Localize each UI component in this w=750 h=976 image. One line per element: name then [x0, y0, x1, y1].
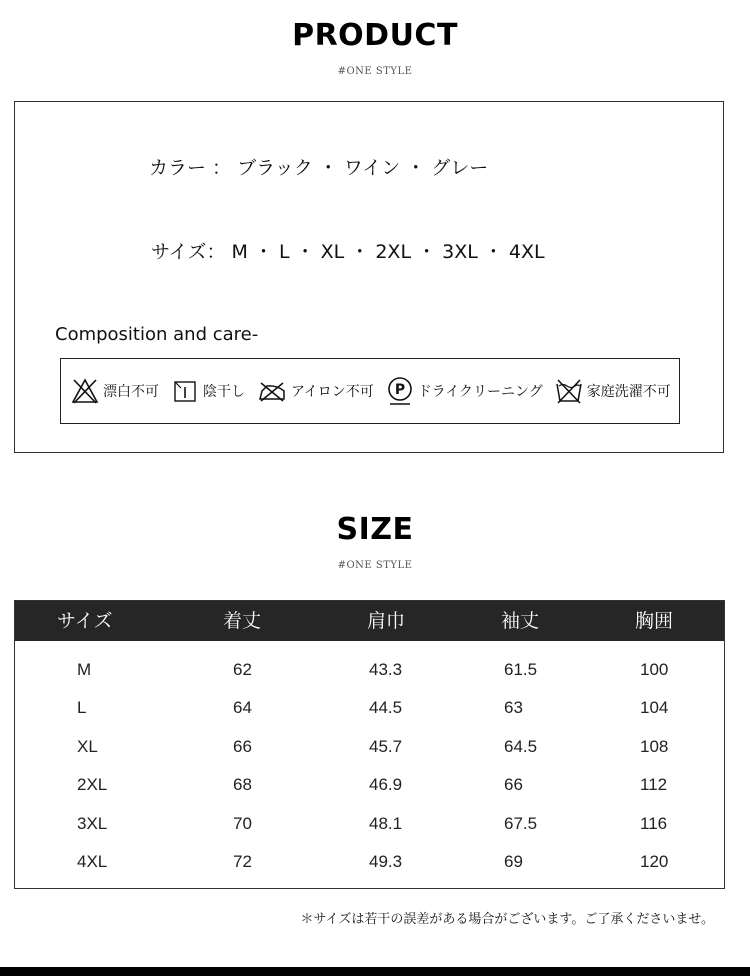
cell-shoulder: 45.7 [369, 737, 403, 756]
cell-chest: 116 [640, 814, 668, 833]
dry-clean-p-icon [386, 376, 414, 406]
cell-size: 2XL [77, 775, 108, 794]
size-line: サイズ： M ・ L ・ XL ・ 2XL ・ 3XL ・ 4XL [151, 241, 545, 263]
cell-sleeve: 66 [504, 775, 523, 794]
care-item-no-wash [555, 377, 671, 405]
care-label: 陰干し [203, 384, 245, 400]
cell-sleeve: 61.5 [504, 660, 538, 679]
size-table [14, 600, 725, 889]
table-row [15, 766, 724, 804]
table-row [15, 689, 724, 727]
care-symbols-box [60, 358, 680, 424]
care-item-no-iron [257, 377, 374, 405]
care-label: 漂白不可 [103, 384, 159, 400]
cell-chest: 100 [640, 660, 669, 679]
cell-length: 70 [233, 814, 252, 833]
care-item-shade-dry [171, 377, 245, 405]
composition-title: Composition and care- [55, 324, 259, 345]
header-shoulder: 肩巾 [367, 610, 406, 632]
table-row [15, 805, 724, 843]
header-chest: 胸囲 [635, 610, 674, 632]
color-line: カラー ： ブラック ・ ワイン ・ グレー [149, 157, 489, 179]
cell-chest: 104 [640, 698, 669, 717]
cell-shoulder: 48.1 [369, 814, 403, 833]
care-item-dry-clean [386, 376, 543, 406]
shade-dry-icon [171, 377, 199, 405]
cell-size: 4XL [77, 852, 108, 871]
bottom-bar [0, 967, 750, 976]
care-label: 家庭洗濯不可 [586, 384, 671, 400]
cell-shoulder: 49.3 [369, 852, 403, 871]
svg-text:P: P [394, 382, 405, 398]
cell-shoulder: 46.9 [369, 775, 403, 794]
cell-length: 72 [233, 852, 252, 871]
product-subtitle: #ONE STYLE [337, 66, 413, 77]
product-title: PRODUCT [292, 18, 458, 53]
header-sleeve: 袖丈 [501, 610, 540, 632]
cell-length: 62 [233, 660, 252, 679]
cell-sleeve: 64.5 [504, 737, 538, 756]
no-wash-icon [555, 377, 583, 405]
care-item-no-bleach [71, 377, 159, 405]
cell-length: 64 [233, 698, 252, 717]
cell-chest: 120 [640, 852, 669, 871]
cell-shoulder: 43.3 [369, 660, 403, 679]
size-subtitle: #ONE STYLE [337, 560, 413, 571]
care-label: ドライクリーニング [417, 384, 543, 400]
cell-chest: 108 [640, 737, 669, 756]
no-iron-icon [257, 377, 287, 405]
cell-shoulder: 44.5 [369, 698, 403, 717]
no-bleach-icon [71, 377, 99, 405]
size-note: ＊サイズは若干の誤差がある場合がございます。ご了承くださいませ。 [300, 912, 714, 927]
size-title: SIZE [336, 512, 414, 547]
product-info-box [14, 101, 724, 453]
table-row [15, 651, 724, 689]
care-label: アイロン不可 [291, 384, 374, 400]
cell-sleeve: 69 [504, 852, 523, 871]
cell-size: L [77, 698, 87, 717]
table-header [15, 601, 724, 641]
cell-chest: 112 [640, 775, 668, 794]
header-length: 着丈 [223, 610, 262, 632]
cell-length: 68 [233, 775, 252, 794]
table-row [15, 843, 724, 881]
cell-sleeve: 67.5 [504, 814, 538, 833]
cell-sleeve: 63 [504, 698, 523, 717]
header-size: サイズ [57, 610, 113, 632]
cell-size: XL [77, 737, 98, 756]
cell-size: 3XL [77, 814, 108, 833]
table-row [15, 728, 724, 766]
cell-size: M [77, 660, 92, 679]
cell-length: 66 [233, 737, 252, 756]
